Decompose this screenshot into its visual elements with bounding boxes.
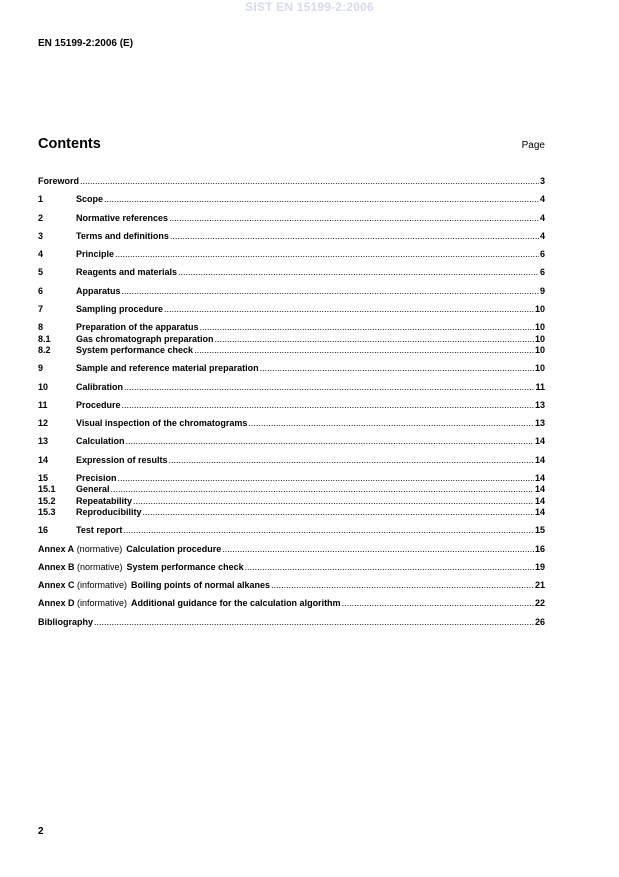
toc-page: 4	[539, 230, 545, 241]
toc-title: Test report	[76, 525, 123, 536]
toc-title: Reagents and materials	[76, 267, 178, 278]
toc-number: 6	[38, 285, 44, 296]
toc-number: 11	[38, 399, 48, 410]
contents-heading: Contents	[38, 136, 101, 152]
toc-entry-annex-c[interactable]	[38, 580, 545, 591]
annex-type: (informative)	[77, 580, 128, 591]
toc-title: Foreword	[38, 176, 80, 186]
table-of-contents	[38, 176, 545, 628]
toc-title: Calculation	[76, 436, 125, 447]
toc-entry-8-2[interactable]	[38, 345, 545, 356]
toc-title: Calculation procedure	[126, 543, 222, 554]
toc-page: 14	[534, 484, 545, 495]
toc-number: 15.2	[38, 495, 56, 506]
toc-entry-annex-b[interactable]	[38, 562, 545, 573]
toc-entry-2[interactable]	[38, 213, 545, 224]
toc-number: 8	[38, 322, 44, 333]
toc-page: 4	[539, 194, 545, 205]
dot-leader	[115, 249, 539, 260]
toc-entry-13[interactable]	[38, 436, 545, 447]
toc-page: 22	[534, 598, 545, 609]
toc-title: Preparation of the apparatus	[76, 322, 199, 333]
dot-leader	[222, 544, 534, 555]
toc-page: 11	[535, 381, 545, 392]
toc-title: Expression of results	[76, 454, 168, 465]
toc-number: 8.1	[38, 333, 51, 344]
dot-leader	[248, 418, 534, 429]
toc-page: 10	[534, 344, 545, 355]
toc-title: Additional guidance for the calculation algorithm	[131, 598, 341, 609]
dot-leader	[111, 484, 534, 495]
dot-leader	[118, 473, 534, 484]
dot-leader	[143, 507, 534, 518]
toc-entry-12[interactable]	[38, 418, 545, 429]
toc-page: 14	[534, 495, 545, 506]
toc-title: Scope	[76, 194, 104, 205]
toc-entry-1[interactable]	[38, 194, 545, 205]
dot-leader	[271, 580, 534, 591]
document-id: EN 15199-2:2006 (E)	[38, 38, 134, 49]
dot-leader	[122, 286, 539, 297]
dot-leader	[194, 345, 534, 356]
dot-leader	[178, 267, 539, 278]
toc-page: 16	[534, 543, 545, 554]
dot-leader	[215, 334, 534, 345]
toc-number: 14	[38, 454, 49, 465]
toc-title: General	[76, 484, 110, 495]
toc-title: Bibliography	[38, 616, 94, 627]
toc-page: 3	[539, 176, 545, 186]
toc-number: 10	[38, 381, 49, 392]
toc-number: 8.2	[38, 344, 51, 355]
toc-title: Precision	[76, 473, 117, 484]
toc-page: 10	[534, 304, 545, 315]
toc-number: 9	[38, 363, 44, 374]
toc-page: 6	[539, 267, 545, 278]
toc-title: Sample and reference material preparation	[76, 363, 259, 374]
toc-page: 6	[539, 249, 545, 260]
dot-leader	[126, 436, 534, 447]
toc-entry-16[interactable]	[38, 525, 545, 536]
toc-entry-5[interactable]	[38, 267, 545, 278]
toc-title: Principle	[76, 249, 115, 260]
toc-page: 14	[534, 506, 545, 517]
dot-leader	[94, 617, 534, 628]
toc-number: 16	[38, 525, 49, 536]
toc-entry-11[interactable]	[38, 400, 545, 411]
toc-entry-6[interactable]	[38, 286, 545, 297]
page-number: 2	[38, 826, 44, 837]
toc-entry-3[interactable]	[38, 231, 545, 242]
toc-page: 9	[539, 285, 545, 296]
toc-title: System performance check	[126, 561, 244, 572]
dot-leader	[104, 194, 539, 205]
toc-page: 13	[534, 418, 545, 429]
dot-leader	[164, 304, 534, 315]
toc-number: 2	[38, 212, 44, 223]
toc-number: 4	[38, 249, 44, 260]
dot-leader	[200, 322, 534, 333]
toc-title: Calibration	[76, 381, 124, 392]
dot-leader	[260, 363, 534, 374]
toc-page: 4	[539, 212, 545, 223]
page-column-label: Page	[521, 140, 545, 151]
toc-entry-15-1[interactable]	[38, 484, 545, 495]
toc-entry-8-1[interactable]	[38, 334, 545, 345]
toc-entry-7[interactable]	[38, 304, 545, 315]
toc-entry-foreword[interactable]	[38, 176, 545, 187]
toc-title: Visual inspection of the chromatograms	[76, 418, 248, 429]
toc-page: 10	[534, 322, 545, 333]
toc-title: Procedure	[76, 399, 121, 410]
toc-title: Boiling points of normal alkanes	[131, 580, 271, 591]
dot-leader	[123, 525, 534, 536]
annex-label: Annex C	[38, 580, 75, 591]
toc-title: Gas chromatograph preparation	[76, 333, 214, 344]
toc-number: 5	[38, 267, 44, 278]
toc-number: 7	[38, 304, 44, 315]
toc-page: 19	[534, 561, 545, 572]
toc-entry-15[interactable]	[38, 473, 545, 484]
toc-entry-14[interactable]	[38, 455, 545, 466]
annex-type: (normative)	[76, 543, 123, 554]
annex-type: (normative)	[77, 561, 123, 572]
toc-title: Normative references	[76, 212, 169, 223]
toc-title: Terms and definitions	[76, 230, 169, 241]
toc-number: 15.3	[38, 506, 56, 517]
toc-page: 21	[534, 580, 545, 591]
dot-leader	[342, 598, 534, 609]
annex-type: (informative)	[77, 598, 128, 609]
toc-page: 14	[534, 436, 545, 447]
toc-page: 26	[534, 616, 545, 627]
toc-number: 15	[38, 473, 49, 484]
toc-page: 14	[534, 454, 545, 465]
toc-number: 13	[38, 436, 49, 447]
toc-entry-10[interactable]	[38, 382, 545, 393]
annex-label: Annex A	[38, 543, 75, 554]
dot-leader	[170, 231, 539, 242]
toc-entry-8[interactable]	[38, 322, 545, 333]
dot-leader	[122, 400, 534, 411]
dot-leader	[80, 176, 539, 187]
toc-page: 10	[534, 333, 545, 344]
toc-entry-annex-a[interactable]	[38, 544, 545, 555]
toc-title: System performance check	[76, 344, 194, 355]
toc-number: 1	[38, 194, 44, 205]
annex-label: Annex D	[38, 598, 75, 609]
dot-leader	[124, 382, 534, 393]
toc-number: 12	[38, 418, 49, 429]
toc-entry-9[interactable]	[38, 363, 545, 374]
toc-entry-15-3[interactable]	[38, 507, 545, 518]
annex-label: Annex B	[38, 561, 75, 572]
toc-entry-4[interactable]	[38, 249, 545, 260]
toc-entry-15-2[interactable]	[38, 496, 545, 507]
toc-title: Sampling procedure	[76, 304, 164, 315]
toc-title: Reproducibility	[76, 506, 142, 517]
dot-leader	[169, 455, 534, 466]
toc-number: 15.1	[38, 484, 56, 495]
dot-leader	[169, 213, 539, 224]
toc-number: 3	[38, 230, 44, 241]
toc-title: Repeatability	[76, 495, 133, 506]
toc-entry-annex-d[interactable]	[38, 598, 545, 609]
toc-page: 10	[534, 363, 545, 374]
dot-leader	[133, 496, 534, 507]
toc-page: 15	[534, 525, 545, 536]
dot-leader	[245, 562, 534, 573]
toc-title: Apparatus	[76, 285, 121, 296]
toc-entry-bibliography[interactable]	[38, 617, 545, 628]
toc-page: 14	[534, 473, 545, 484]
toc-page: 13	[534, 399, 545, 410]
watermark: SIST EN 15199-2:2006	[245, 0, 374, 14]
